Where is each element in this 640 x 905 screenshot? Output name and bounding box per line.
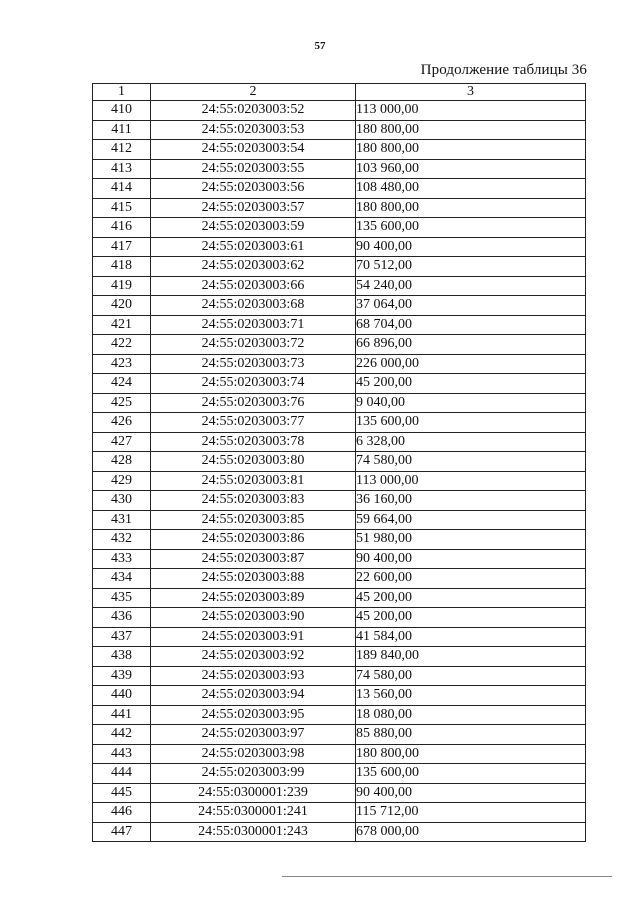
- page-number: 57: [314, 40, 326, 52]
- table-row: [93, 198, 586, 218]
- value-cell: 113 000,00: [356, 101, 586, 121]
- cadastral-number-cell: 24:55:0203003:54: [151, 140, 356, 160]
- footer-rule: [282, 876, 612, 877]
- row-number-cell: 418: [93, 257, 151, 277]
- row-number-cell: 425: [93, 393, 151, 413]
- value-cell: 9 040,00: [356, 393, 586, 413]
- value-cell: 74 580,00: [356, 452, 586, 472]
- value-cell: 13 560,00: [356, 686, 586, 706]
- table-row: [93, 530, 586, 550]
- value-cell: 103 960,00: [356, 159, 586, 179]
- cadastral-number-cell: 24:55:0203003:90: [151, 608, 356, 628]
- cadastral-number-cell: 24:55:0203003:74: [151, 374, 356, 394]
- row-number-cell: 440: [93, 686, 151, 706]
- table-row: [93, 764, 586, 784]
- row-number-cell: 428: [93, 452, 151, 472]
- cadastral-number-cell: 24:55:0203003:87: [151, 549, 356, 569]
- value-cell: 90 400,00: [356, 549, 586, 569]
- table-row: [93, 588, 586, 608]
- value-cell: 74 580,00: [356, 666, 586, 686]
- table-row: [93, 140, 586, 160]
- value-cell: 85 880,00: [356, 725, 586, 745]
- cadastral-number-cell: 24:55:0203003:59: [151, 218, 356, 238]
- table-row: [93, 569, 586, 589]
- value-cell: 180 800,00: [356, 140, 586, 160]
- row-number-cell: 441: [93, 705, 151, 725]
- table-row: [93, 354, 586, 374]
- table-row: [93, 783, 586, 803]
- cadastral-number-cell: 24:55:0203003:56: [151, 179, 356, 199]
- value-cell: 90 400,00: [356, 237, 586, 257]
- value-cell: 189 840,00: [356, 647, 586, 667]
- cadastral-number-cell: 24:55:0203003:53: [151, 120, 356, 140]
- table-row: [93, 452, 586, 472]
- table-row: [93, 257, 586, 277]
- value-cell: 41 584,00: [356, 627, 586, 647]
- table-row: [93, 725, 586, 745]
- table-row: [93, 101, 586, 121]
- cadastral-number-cell: 24:55:0203003:66: [151, 276, 356, 296]
- cadastral-number-cell: 24:55:0300001:239: [151, 783, 356, 803]
- table-body: [93, 101, 586, 842]
- row-number-cell: 434: [93, 569, 151, 589]
- table-row: [93, 296, 586, 316]
- column-header-cadastral: 2: [151, 84, 356, 101]
- row-number-cell: 436: [93, 608, 151, 628]
- cadastral-number-cell: 24:55:0203003:52: [151, 101, 356, 121]
- row-number-cell: 445: [93, 783, 151, 803]
- value-cell: 66 896,00: [356, 335, 586, 355]
- value-cell: 70 512,00: [356, 257, 586, 277]
- cadastral-number-cell: 24:55:0203003:92: [151, 647, 356, 667]
- cadastral-number-cell: 24:55:0203003:94: [151, 686, 356, 706]
- row-number-cell: 430: [93, 491, 151, 511]
- row-number-cell: 421: [93, 315, 151, 335]
- cadastral-number-cell: 24:55:0203003:86: [151, 530, 356, 550]
- row-number-cell: 413: [93, 159, 151, 179]
- table-row: [93, 822, 586, 842]
- column-header-value: 3: [356, 84, 586, 101]
- value-cell: 59 664,00: [356, 510, 586, 530]
- value-cell: 45 200,00: [356, 588, 586, 608]
- cadastral-number-cell: 24:55:0300001:241: [151, 803, 356, 823]
- cadastral-number-cell: 24:55:0203003:93: [151, 666, 356, 686]
- row-number-cell: 410: [93, 101, 151, 121]
- column-header-number: 1: [93, 84, 151, 101]
- row-number-cell: 439: [93, 666, 151, 686]
- row-number-cell: 423: [93, 354, 151, 374]
- value-cell: 45 200,00: [356, 608, 586, 628]
- row-number-cell: 414: [93, 179, 151, 199]
- table-row: [93, 471, 586, 491]
- value-cell: 45 200,00: [356, 374, 586, 394]
- table-row: [93, 647, 586, 667]
- cadastral-number-cell: 24:55:0203003:76: [151, 393, 356, 413]
- row-number-cell: 419: [93, 276, 151, 296]
- data-table: [92, 83, 586, 842]
- row-number-cell: 447: [93, 822, 151, 842]
- row-number-cell: 417: [93, 237, 151, 257]
- cadastral-number-cell: 24:55:0203003:89: [151, 588, 356, 608]
- row-number-cell: 416: [93, 218, 151, 238]
- cadastral-number-cell: 24:55:0203003:88: [151, 569, 356, 589]
- table-row: [93, 276, 586, 296]
- row-number-cell: 437: [93, 627, 151, 647]
- value-cell: 6 328,00: [356, 432, 586, 452]
- cadastral-number-cell: 24:55:0203003:95: [151, 705, 356, 725]
- table-row: [93, 315, 586, 335]
- value-cell: 226 000,00: [356, 354, 586, 374]
- row-number-cell: 443: [93, 744, 151, 764]
- value-cell: 108 480,00: [356, 179, 586, 199]
- value-cell: 135 600,00: [356, 218, 586, 238]
- row-number-cell: 412: [93, 140, 151, 160]
- value-cell: 22 600,00: [356, 569, 586, 589]
- table-row: [93, 393, 586, 413]
- row-number-cell: 420: [93, 296, 151, 316]
- row-number-cell: 431: [93, 510, 151, 530]
- row-number-cell: 429: [93, 471, 151, 491]
- value-cell: 54 240,00: [356, 276, 586, 296]
- value-cell: 180 800,00: [356, 120, 586, 140]
- cadastral-number-cell: 24:55:0203003:85: [151, 510, 356, 530]
- table-row: [93, 218, 586, 238]
- cadastral-number-cell: 24:55:0203003:98: [151, 744, 356, 764]
- cadastral-number-cell: 24:55:0300001:243: [151, 822, 356, 842]
- cadastral-number-cell: 24:55:0203003:71: [151, 315, 356, 335]
- cadastral-number-cell: 24:55:0203003:91: [151, 627, 356, 647]
- table-row: [93, 179, 586, 199]
- row-number-cell: 444: [93, 764, 151, 784]
- table-row: [93, 432, 586, 452]
- table-row: [93, 686, 586, 706]
- value-cell: 180 800,00: [356, 744, 586, 764]
- value-cell: 115 712,00: [356, 803, 586, 823]
- table-row: [93, 549, 586, 569]
- row-number-cell: 426: [93, 413, 151, 433]
- table-row: [93, 374, 586, 394]
- table-row: [93, 491, 586, 511]
- row-number-cell: 411: [93, 120, 151, 140]
- value-cell: 51 980,00: [356, 530, 586, 550]
- cadastral-number-cell: 24:55:0203003:72: [151, 335, 356, 355]
- value-cell: 135 600,00: [356, 764, 586, 784]
- cadastral-number-cell: 24:55:0203003:62: [151, 257, 356, 277]
- table-row: [93, 120, 586, 140]
- cadastral-number-cell: 24:55:0203003:57: [151, 198, 356, 218]
- value-cell: 90 400,00: [356, 783, 586, 803]
- table-row: [93, 803, 586, 823]
- cadastral-number-cell: 24:55:0203003:73: [151, 354, 356, 374]
- cadastral-number-cell: 24:55:0203003:83: [151, 491, 356, 511]
- cadastral-number-cell: 24:55:0203003:61: [151, 237, 356, 257]
- value-cell: 68 704,00: [356, 315, 586, 335]
- table-row: [93, 335, 586, 355]
- value-cell: 180 800,00: [356, 198, 586, 218]
- row-number-cell: 422: [93, 335, 151, 355]
- row-number-cell: 435: [93, 588, 151, 608]
- cadastral-number-cell: 24:55:0203003:81: [151, 471, 356, 491]
- cadastral-number-cell: 24:55:0203003:68: [151, 296, 356, 316]
- value-cell: 135 600,00: [356, 413, 586, 433]
- cadastral-number-cell: 24:55:0203003:78: [151, 432, 356, 452]
- cadastral-number-cell: 24:55:0203003:99: [151, 764, 356, 784]
- table-row: [93, 627, 586, 647]
- row-number-cell: 427: [93, 432, 151, 452]
- value-cell: 18 080,00: [356, 705, 586, 725]
- row-number-cell: 424: [93, 374, 151, 394]
- value-cell: 678 000,00: [356, 822, 586, 842]
- table-row: [93, 413, 586, 433]
- cadastral-number-cell: 24:55:0203003:80: [151, 452, 356, 472]
- row-number-cell: 446: [93, 803, 151, 823]
- table-row: [93, 159, 586, 179]
- table-row: [93, 744, 586, 764]
- table-row: [93, 510, 586, 530]
- row-number-cell: 433: [93, 549, 151, 569]
- value-cell: 36 160,00: [356, 491, 586, 511]
- table-header-row: [93, 84, 586, 101]
- value-cell: 37 064,00: [356, 296, 586, 316]
- table-row: [93, 237, 586, 257]
- table-row: [93, 705, 586, 725]
- table-row: [93, 666, 586, 686]
- row-number-cell: 442: [93, 725, 151, 745]
- value-cell: 113 000,00: [356, 471, 586, 491]
- cadastral-number-cell: 24:55:0203003:77: [151, 413, 356, 433]
- row-number-cell: 415: [93, 198, 151, 218]
- cadastral-number-cell: 24:55:0203003:97: [151, 725, 356, 745]
- row-number-cell: 438: [93, 647, 151, 667]
- cadastral-number-cell: 24:55:0203003:55: [151, 159, 356, 179]
- row-number-cell: 432: [93, 530, 151, 550]
- table-continuation-label: Продолжение таблицы 36: [420, 62, 587, 78]
- table-row: [93, 608, 586, 628]
